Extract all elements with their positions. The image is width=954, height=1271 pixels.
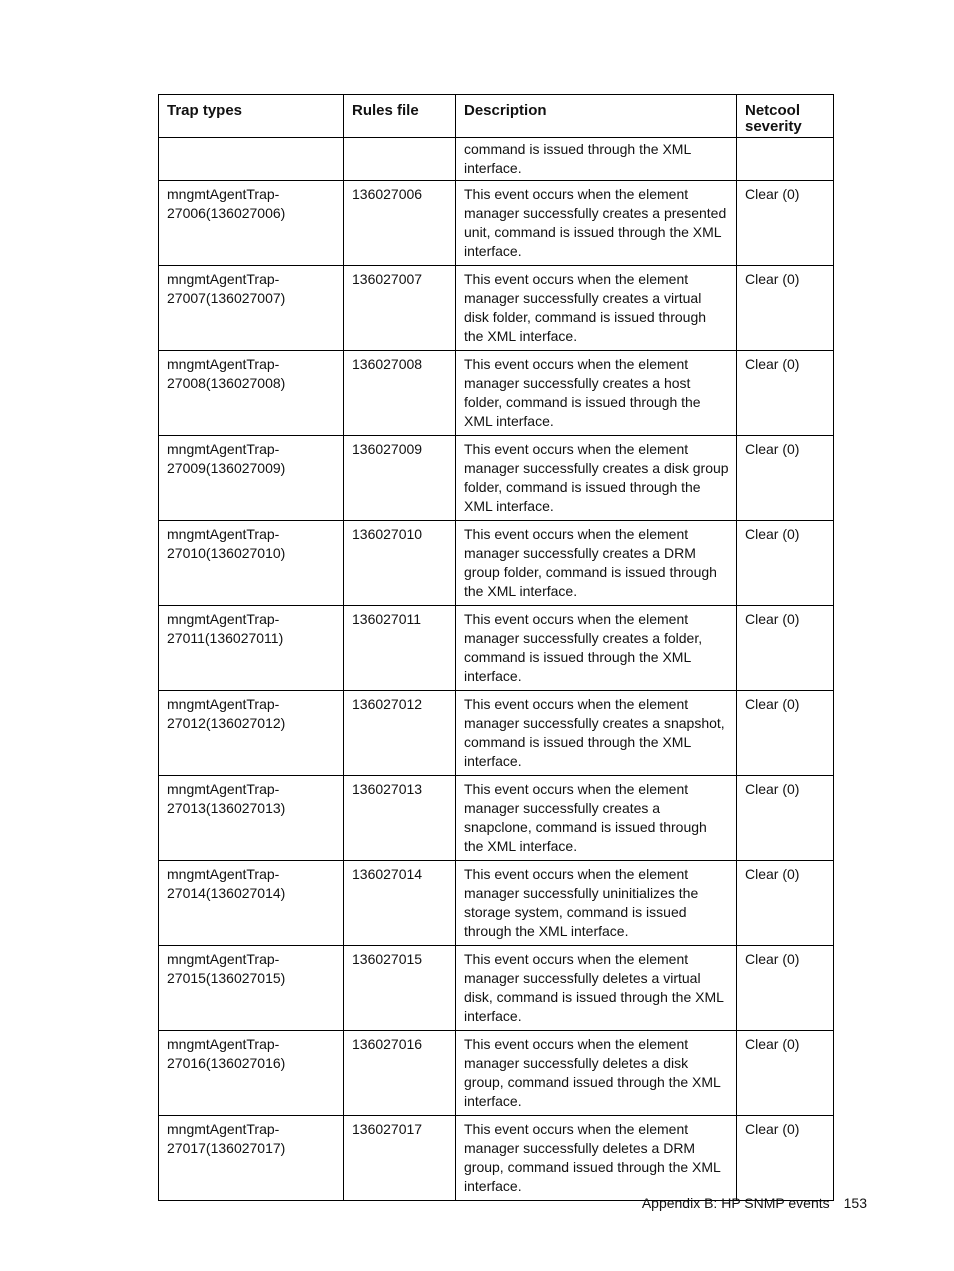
cell-severity: Clear (0) — [737, 1116, 834, 1201]
cell-description: This event occurs when the element manager successfully creates a DRM group folder, command is issued through the XML interface. — [456, 521, 737, 606]
cell-rules-file: 136027017 — [344, 1116, 456, 1201]
header-description: Description — [456, 95, 737, 138]
cell-description: This event occurs when the element manager successfully deletes a virtual disk, command is issued through the XML interface. — [456, 946, 737, 1031]
cell-rules-file: 136027008 — [344, 351, 456, 436]
cell-severity: Clear (0) — [737, 181, 834, 266]
cell-rules-file: 136027015 — [344, 946, 456, 1031]
cell-severity: Clear (0) — [737, 606, 834, 691]
cell-trap-type: mngmtAgentTrap-27013(136027013) — [159, 776, 344, 861]
header-trap-types: Trap types — [159, 95, 344, 138]
cell-severity: Clear (0) — [737, 1031, 834, 1116]
snmp-events-table — [158, 94, 834, 1201]
cell-severity: Clear (0) — [737, 351, 834, 436]
table-header — [159, 95, 834, 138]
table-row — [159, 181, 834, 266]
cell-description: This event occurs when the element manager successfully deletes a DRM group, command issued through the XML interface. — [456, 1116, 737, 1201]
table-row — [159, 861, 834, 946]
cell-trap-type — [159, 138, 344, 181]
cell-rules-file: 136027013 — [344, 776, 456, 861]
footer-section-title: Appendix B: HP SNMP events — [641, 1195, 830, 1211]
cell-description: This event occurs when the element manager successfully uninitializes the storage system, command is issued through the XML interface. — [456, 861, 737, 946]
table-row — [159, 691, 834, 776]
cell-rules-file: 136027014 — [344, 861, 456, 946]
cell-severity: Clear (0) — [737, 776, 834, 861]
table-row — [159, 606, 834, 691]
cell-trap-type: mngmtAgentTrap-27008(136027008) — [159, 351, 344, 436]
table-row — [159, 1031, 834, 1116]
cell-trap-type: mngmtAgentTrap-27009(136027009) — [159, 436, 344, 521]
cell-severity: Clear (0) — [737, 266, 834, 351]
table-row — [159, 266, 834, 351]
cell-rules-file: 136027011 — [344, 606, 456, 691]
table-row — [159, 776, 834, 861]
cell-rules-file: 136027006 — [344, 181, 456, 266]
cell-description: This event occurs when the element manager successfully creates a snapclone, command is issued through the XML interface. — [456, 776, 737, 861]
cell-severity — [737, 138, 834, 181]
header-netcool-severity: Netcool severity — [737, 95, 834, 138]
header-row — [159, 95, 834, 138]
cell-trap-type: mngmtAgentTrap-27011(136027011) — [159, 606, 344, 691]
page-footer — [642, 1195, 867, 1211]
cell-rules-file — [344, 138, 456, 181]
cell-trap-type: mngmtAgentTrap-27006(136027006) — [159, 181, 344, 266]
cell-description: command is issued through the XML interface. — [456, 138, 737, 181]
cell-trap-type: mngmtAgentTrap-27014(136027014) — [159, 861, 344, 946]
cell-severity: Clear (0) — [737, 436, 834, 521]
page-number: 153 — [843, 1195, 867, 1211]
cell-trap-type: mngmtAgentTrap-27016(136027016) — [159, 1031, 344, 1116]
cell-trap-type: mngmtAgentTrap-27012(136027012) — [159, 691, 344, 776]
cell-severity: Clear (0) — [737, 521, 834, 606]
cell-description: This event occurs when the element manager successfully creates a presented unit, command is issued through the XML interface. — [456, 181, 737, 266]
cell-severity: Clear (0) — [737, 861, 834, 946]
header-rules-file: Rules file — [344, 95, 456, 138]
cell-rules-file: 136027012 — [344, 691, 456, 776]
cell-description: This event occurs when the element manager successfully creates a disk group folder, command is issued through the XML interface. — [456, 436, 737, 521]
cell-description: This event occurs when the element manager successfully deletes a disk group, command issued through the XML interface. — [456, 1031, 737, 1116]
cell-rules-file: 136027009 — [344, 436, 456, 521]
cell-trap-type: mngmtAgentTrap-27015(136027015) — [159, 946, 344, 1031]
table-body — [159, 138, 834, 1201]
cell-rules-file: 136027007 — [344, 266, 456, 351]
cell-description: This event occurs when the element manager successfully creates a folder, command is issued through the XML interface. — [456, 606, 737, 691]
cell-severity: Clear (0) — [737, 946, 834, 1031]
cell-trap-type: mngmtAgentTrap-27017(136027017) — [159, 1116, 344, 1201]
cell-description: This event occurs when the element manager successfully creates a virtual disk folder, command is issued through the XML interface. — [456, 266, 737, 351]
table-row-continuation — [159, 138, 834, 181]
cell-severity: Clear (0) — [737, 691, 834, 776]
cell-rules-file: 136027010 — [344, 521, 456, 606]
cell-trap-type: mngmtAgentTrap-27007(136027007) — [159, 266, 344, 351]
cell-rules-file: 136027016 — [344, 1031, 456, 1116]
cell-description: This event occurs when the element manager successfully creates a host folder, command is issued through the XML interface. — [456, 351, 737, 436]
table-row — [159, 1116, 834, 1201]
table-row — [159, 946, 834, 1031]
cell-description: This event occurs when the element manager successfully creates a snapshot, command is issued through the XML interface. — [456, 691, 737, 776]
table-row — [159, 521, 834, 606]
table-row — [159, 436, 834, 521]
cell-trap-type: mngmtAgentTrap-27010(136027010) — [159, 521, 344, 606]
table-row — [159, 351, 834, 436]
